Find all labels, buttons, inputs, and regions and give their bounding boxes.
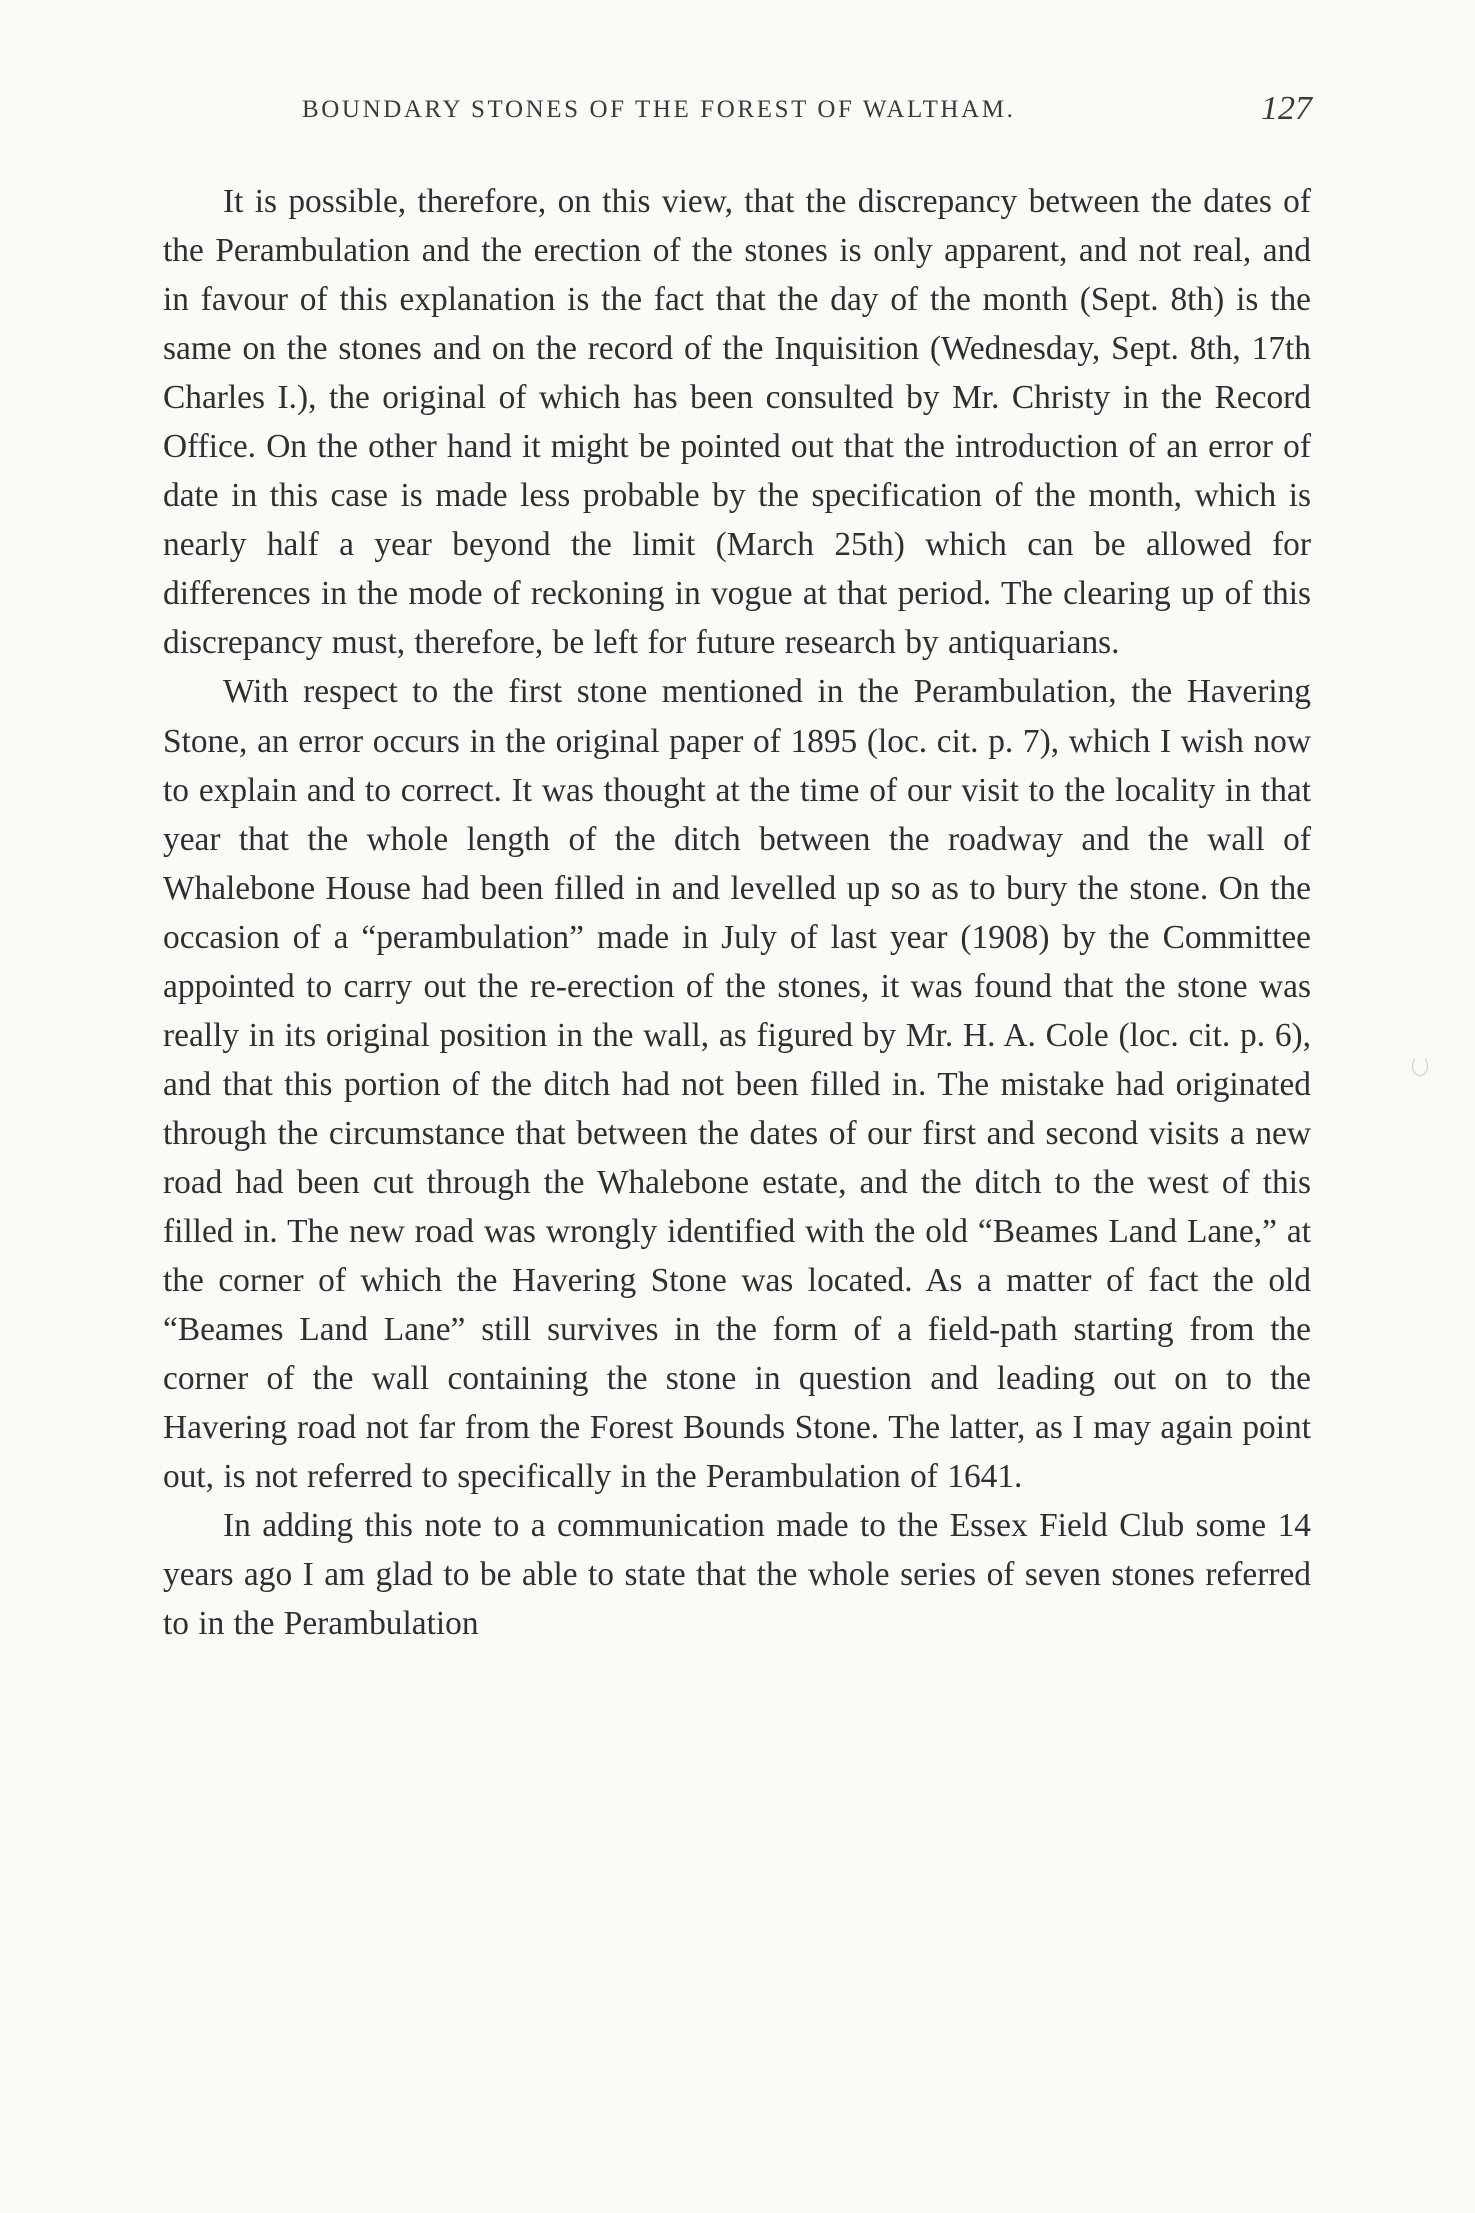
paragraph-essex-field-club: In adding this note to a communication made to the Essex Field Club some 14 years ago I am glad to be able to state that the whole series of seven stones referred to in the Perambulation: [163, 1507, 1311, 1643]
margin-mark: [1412, 1056, 1428, 1076]
paragraph-discrepancy: It is possible, therefore, on this view, that the discrepancy between the dates of the Perambulation and the erection of the stones is only apparent, and not real, and in favour of this explanation is the fact that the day of the month (Sept. 8th) is the same on the stones and on the record of the Inquisition (Wednesday, Sept. 8th, 17th Charles I.), the original of which has been consulted by Mr. Christy in the Record Office. On the other hand it might be pointed out that the introduction of an error of date in this case is made less probable by the specification of the month, which is nearly half a year beyond the limit (March 25th) which can be allowed for differences in the mode of reckoning in vogue at that period. The clearing up of this discrepancy must, therefore, be left for future research by antiquarians.: [163, 183, 1311, 662]
running-head: [302, 90, 1312, 136]
body-text: [163, 177, 1311, 1648]
page-number: 127: [1261, 90, 1312, 127]
paragraph-havering-stone: With respect to the first stone mentioned in the Perambulation, the Havering Stone, an error occurs in the original paper of 1895 (loc. cit. p. 7), which I wish now to explain and to correct. It was thought at the time of our visit to the locality in that year that the whole length of the ditch between the roadway and the wall of Whalebone House had been filled in and levelled up so as to bury the stone. On the occasion of a “perambulation” made in July of last year (1908) by the Committee appointed to carry out the re-erection of the stones, it was found that the stone was really in its original position in the wall, as figured by Mr. H. A. Cole (loc. cit. p. 6), and that this portion of the ditch had not been filled in. The mistake had originated through the circumstance that between the dates of our first and second visits a new road had been cut through the Whalebone estate, and the ditch to the west of this filled in. The new road was wrongly identified with the old “Beames Land Lane,” at the corner of which the Havering Stone was located. As a matter of fact the old “Beames Land Lane” still survives in the form of a field-path starting from the corner of the wall containing the stone in question and leading out on to the Havering road not far from the Forest Bounds Stone. The latter, as I may again point out, is not referred to specifically in the Perambulation of 1641.: [163, 673, 1311, 1496]
running-title: BOUNDARY STONES OF THE FOREST OF WALTHAM.: [302, 96, 1016, 123]
